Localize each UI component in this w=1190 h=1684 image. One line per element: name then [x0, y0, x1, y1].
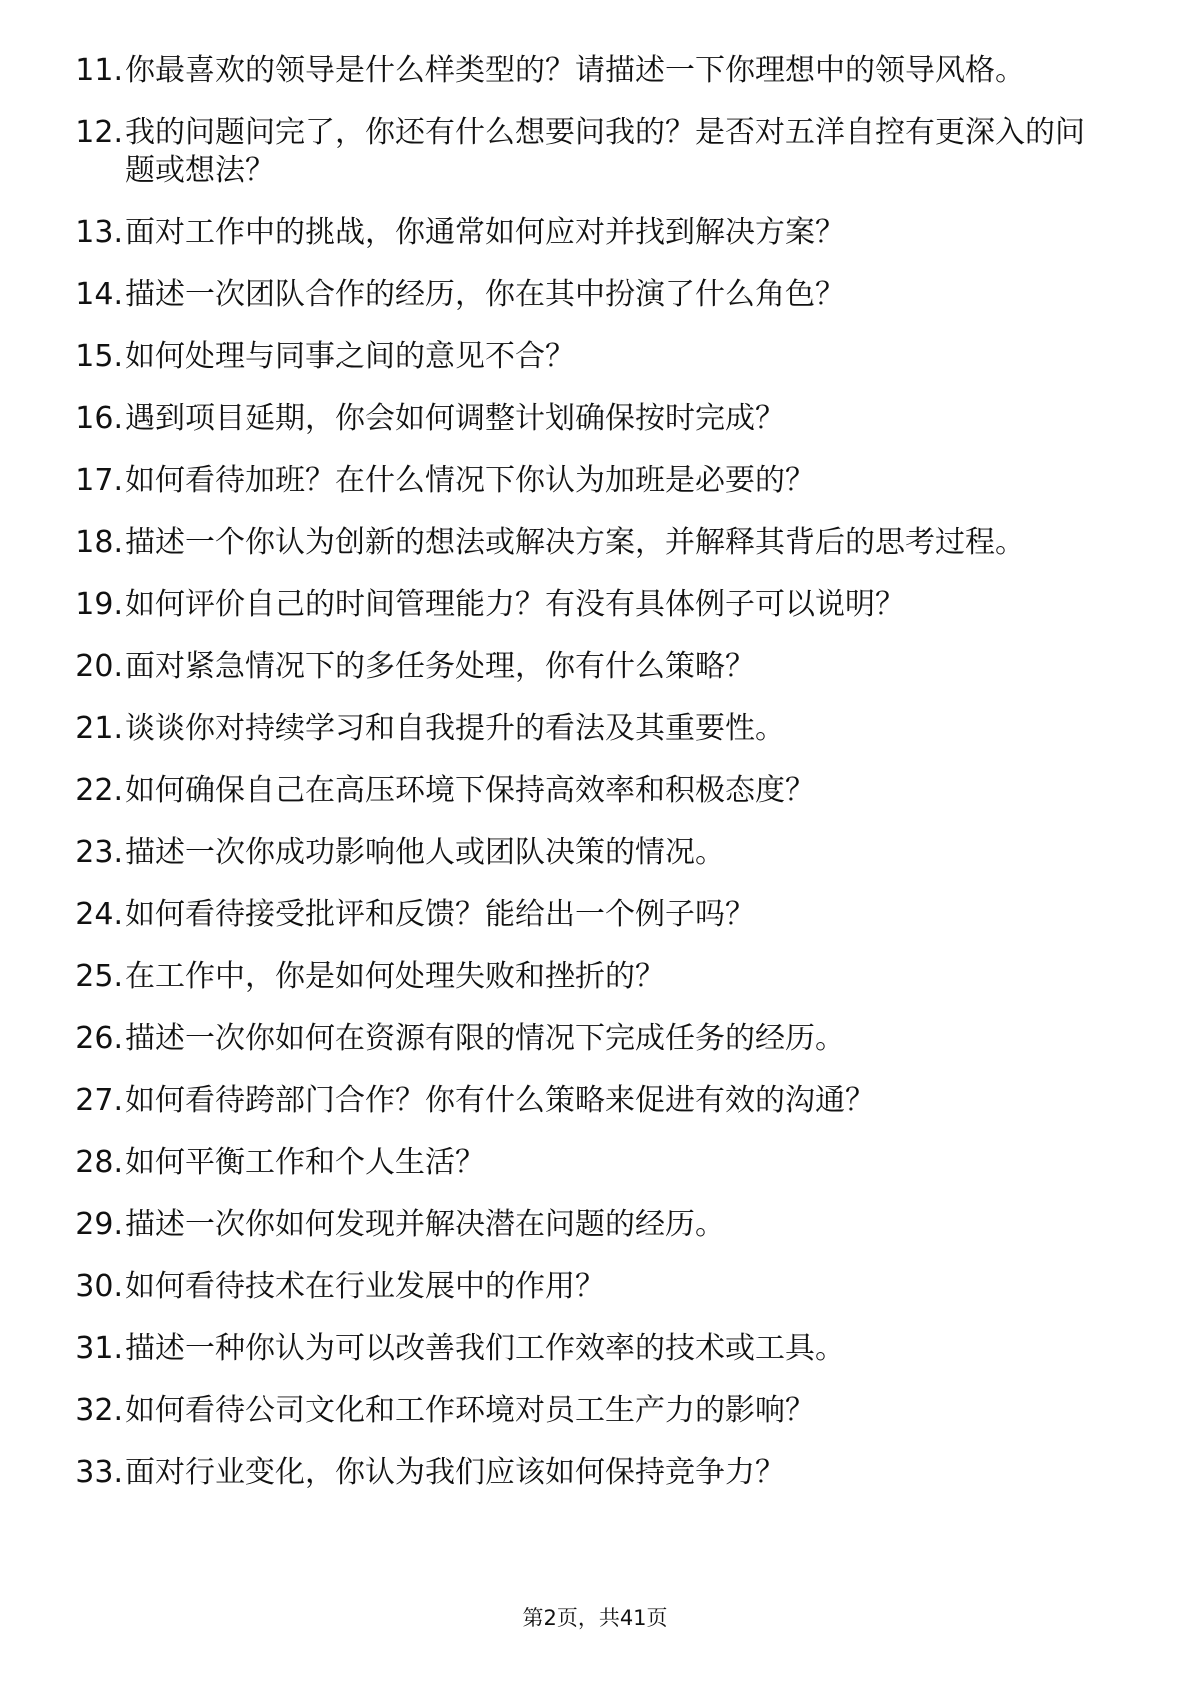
- list-item: [0, 1144, 1190, 1182]
- question-list: [0, 52, 1190, 1516]
- question-number: 13.: [75, 215, 123, 250]
- question-number: 21.: [75, 711, 123, 746]
- question-text: 如何评价自己的时间管理能力？有没有具体例子可以说明？: [125, 587, 905, 622]
- question-text: 在工作中，你是如何处理失败和挫折的？: [125, 959, 665, 994]
- question-text: 如何看待加班？在什么情况下你认为加班是必要的？: [125, 463, 815, 498]
- question-number: 32.: [75, 1393, 123, 1428]
- question-text: 面对紧急情况下的多任务处理，你有什么策略？: [125, 649, 755, 684]
- list-item: [0, 648, 1190, 686]
- question-number: 33.: [75, 1455, 123, 1490]
- question-number: 25.: [75, 959, 123, 994]
- question-number: 26.: [75, 1021, 123, 1056]
- question-text: 如何处理与同事之间的意见不合？: [125, 339, 575, 374]
- question-number: 15.: [75, 339, 123, 374]
- question-number: 12.: [75, 115, 123, 150]
- question-number: 16.: [75, 401, 123, 436]
- question-number: 20.: [75, 649, 123, 684]
- question-text: 描述一次你如何发现并解决潜在问题的经历。: [125, 1207, 725, 1242]
- question-text: 谈谈你对持续学习和自我提升的看法及其重要性。: [125, 711, 785, 746]
- question-number: 18.: [75, 525, 123, 560]
- question-number: 22.: [75, 773, 123, 808]
- question-number: 23.: [75, 835, 123, 870]
- list-item: [0, 1082, 1190, 1120]
- question-text: 你最喜欢的领导是什么样类型的？请描述一下你理想中的领导风格。: [125, 53, 1025, 88]
- list-item: [0, 586, 1190, 624]
- question-text: 如何看待跨部门合作？你有什么策略来促进有效的沟通？: [125, 1083, 875, 1118]
- question-text: 描述一次团队合作的经历，你在其中扮演了什么角色？: [125, 277, 845, 312]
- list-item: [0, 114, 1190, 190]
- question-number: 28.: [75, 1145, 123, 1180]
- list-item: [0, 1330, 1190, 1368]
- question-number: 17.: [75, 463, 123, 498]
- question-text: 我的问题问完了，你还有什么想要问我的？是否对五洋自控有更深入的问题或想法？: [125, 115, 1085, 188]
- list-item: [0, 1268, 1190, 1306]
- list-item: [0, 214, 1190, 252]
- list-item: [0, 524, 1190, 562]
- question-text: 如何平衡工作和个人生活？: [125, 1145, 485, 1180]
- list-item: [0, 462, 1190, 500]
- list-item: [0, 710, 1190, 748]
- question-text: 描述一次你如何在资源有限的情况下完成任务的经历。: [125, 1021, 845, 1056]
- question-text: 描述一种你认为可以改善我们工作效率的技术或工具。: [125, 1331, 845, 1366]
- list-item: [0, 1206, 1190, 1244]
- list-item: [0, 896, 1190, 934]
- page-footer: 第2页，共41页: [522, 1606, 668, 1630]
- list-item: [0, 276, 1190, 314]
- question-text: 遇到项目延期，你会如何调整计划确保按时完成？: [125, 401, 785, 436]
- list-item: [0, 1454, 1190, 1492]
- list-item: [0, 1020, 1190, 1058]
- question-number: 29.: [75, 1207, 123, 1242]
- question-text: 如何确保自己在高压环境下保持高效率和积极态度？: [125, 773, 815, 808]
- list-item: [0, 52, 1190, 90]
- question-text: 描述一次你成功影响他人或团队决策的情况。: [125, 835, 725, 870]
- question-text: 描述一个你认为创新的想法或解决方案，并解释其背后的思考过程。: [125, 525, 1025, 560]
- list-item: [0, 834, 1190, 872]
- list-item: [0, 338, 1190, 376]
- list-item: [0, 400, 1190, 438]
- question-number: 11.: [75, 53, 123, 88]
- question-text: 如何看待接受批评和反馈？能给出一个例子吗？: [125, 897, 755, 932]
- question-number: 14.: [75, 277, 123, 312]
- question-text: 如何看待技术在行业发展中的作用？: [125, 1269, 605, 1304]
- question-number: 19.: [75, 587, 123, 622]
- question-number: 30.: [75, 1269, 123, 1304]
- list-item: [0, 772, 1190, 810]
- list-item: [0, 958, 1190, 996]
- question-number: 27.: [75, 1083, 123, 1118]
- question-text: 面对行业变化，你认为我们应该如何保持竞争力？: [125, 1455, 785, 1490]
- question-number: 24.: [75, 897, 123, 932]
- question-text: 面对工作中的挑战，你通常如何应对并找到解决方案？: [125, 215, 845, 250]
- question-number: 31.: [75, 1331, 123, 1366]
- list-item: [0, 1392, 1190, 1430]
- question-text: 如何看待公司文化和工作环境对员工生产力的影响？: [125, 1393, 815, 1428]
